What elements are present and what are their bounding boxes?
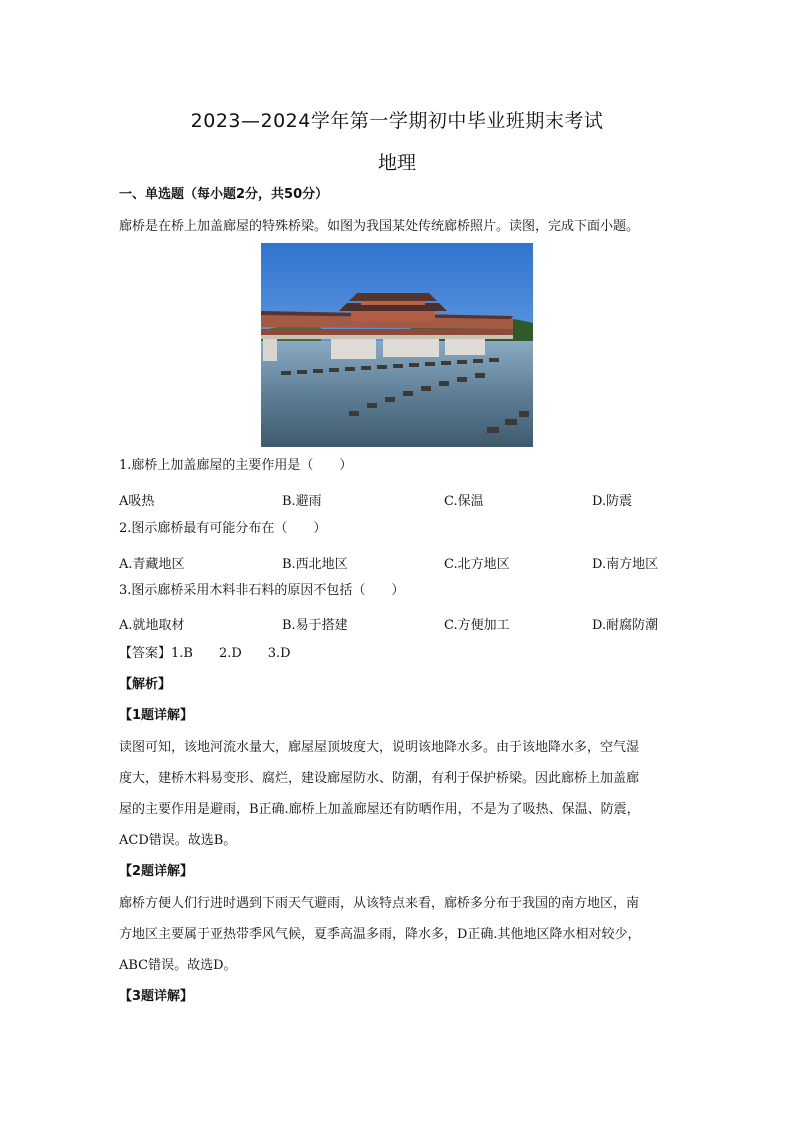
analysis-label: 【解析】 (119, 677, 172, 692)
question-1-option-b: B.避雨 (282, 494, 322, 509)
question-1-option-a: A吸热 (119, 494, 155, 509)
q2-detail-line-2: 方地区主要属于亚热带季风气候，夏季高温多雨，降水多，D正确.其他地区降水相对较少， (119, 927, 641, 942)
q1-detail-line-1: 读图可知，该地河流水量大，廊屋屋顶坡度大，说明该地降水多。由于该地降水多，空气湿 (119, 740, 640, 755)
question-3-option-d: D.耐腐防潮 (592, 618, 659, 633)
q2-detail-label: 【2题详解】 (119, 864, 194, 879)
question-1-option-c: C.保温 (444, 494, 484, 509)
answer-line: 【答案】1.B 2.D 3.D (119, 646, 291, 661)
question-2-option-c: C.北方地区 (444, 557, 510, 572)
q1-detail-line-2: 度大，建桥木料易变形、腐烂，建设廊屋防水、防潮，有利于保护桥梁。因此廊桥上加盖廊 (119, 771, 640, 786)
question-3-option-a: A.就地取材 (119, 618, 185, 633)
question-2-option-b: B.西北地区 (282, 557, 348, 572)
q2-detail-line-3: ABC错误。故选D。 (119, 958, 237, 973)
question-2-stem: 2.图示廊桥最有可能分布在（ ） (119, 521, 327, 536)
page-title: 2023—2024学年第一学期初中毕业班期末考试 (190, 110, 604, 132)
q1-detail-line-3: 屋的主要作用是避雨，B正确.廊桥上加盖廊屋还有防晒作用，不是为了吸热、保温、防震， (119, 802, 640, 817)
question-2-option-a: A.青藏地区 (119, 557, 185, 572)
question-3-option-b: B.易于搭建 (282, 618, 348, 633)
subject-title: 地理 (377, 152, 416, 174)
question-3-stem: 3.图示廊桥采用木料非石料的原因不包括（ ） (119, 583, 405, 598)
section-heading: 一、单选题（每小题2分，共50分） (119, 187, 329, 202)
q3-detail-label: 【3题详解】 (119, 989, 194, 1004)
question-1-option-d: D.防震 (592, 494, 633, 509)
question-2-option-d: D.南方地区 (592, 557, 659, 572)
q1-detail-line-4: ACD错误。故选B。 (119, 833, 237, 848)
question-3-option-c: C.方便加工 (444, 618, 510, 633)
q2-detail-line-1: 廊桥方便人们行进时遇到下雨天气避雨，从该特点来看，廊桥多分布于我国的南方地区，南 (119, 896, 640, 911)
covered-bridge-photo (261, 243, 533, 447)
question-1-stem: 1.廊桥上加盖廊屋的主要作用是（ ） (119, 458, 353, 473)
q1-detail-label: 【1题详解】 (119, 708, 194, 723)
section-intro: 廊桥是在桥上加盖廊屋的特殊桥梁。如图为我国某处传统廊桥照片。读图，完成下面小题。 (119, 219, 640, 234)
